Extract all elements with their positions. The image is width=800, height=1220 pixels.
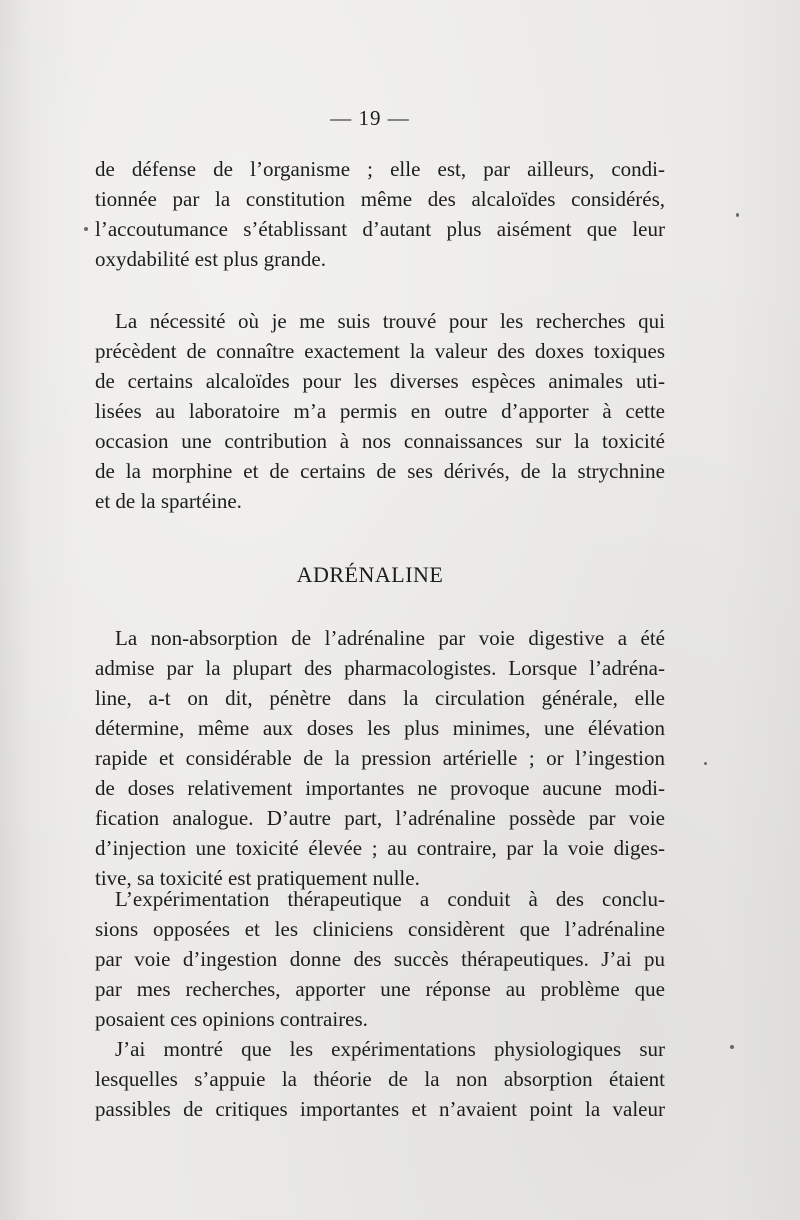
text-line: occasion une contribution à nos connaissances sur la toxicité (95, 429, 665, 453)
scan-speck (736, 213, 739, 217)
scan-speck (84, 227, 88, 231)
text-line: passibles de critiques importantes et n’avaient point la valeur (95, 1097, 665, 1121)
text-line: La non-absorption de l’adrénaline par voie digestive a été (115, 626, 665, 650)
text-line: par voie d’ingestion donne des succès thérapeutiques. J’ai pu (95, 947, 665, 971)
text-line: tive, sa toxicité est pratiquement nulle. (95, 866, 420, 890)
text-line: précèdent de connaître exactement la valeur des doxes toxiques (95, 339, 665, 363)
text-line: line, a-t on dit, pénètre dans la circulation générale, elle (95, 686, 665, 710)
text-line: détermine, même aux doses les plus minimes, une élévation (95, 716, 665, 740)
text-line: de la morphine et de certains de ses dérivés, de la strychnine (95, 459, 665, 483)
scan-speck (704, 762, 707, 765)
text-line: de doses relativement importantes ne provoque aucune modi- (95, 776, 665, 800)
text-line: de certains alcaloïdes pour les diverses espèces animales uti- (95, 369, 665, 393)
text-line: fication analogue. D’autre part, l’adrénaline possède par voie (95, 806, 665, 830)
text-line: lisées au laboratoire m’a permis en outre d’apporter à cette (95, 399, 665, 423)
text-line: J’ai montré que les expérimentations physiologiques sur (115, 1037, 665, 1061)
text-line: admise par la plupart des pharmacologistes. Lorsque l’adréna- (95, 656, 665, 680)
text-line: L’expérimentation thérapeutique a conduit à des conclu- (115, 887, 665, 911)
text-line: l’accoutumance s’établissant d’autant plus aisément que leur (95, 217, 665, 241)
text-line: La nécessité où je me suis trouvé pour les recherches qui (115, 309, 665, 333)
scan-speck (730, 1045, 734, 1049)
section-heading: ADRÉNALINE (296, 562, 444, 587)
text-line: par mes recherches, apporter une réponse au problème que (95, 977, 665, 1001)
text-line: rapide et considérable de la pression artérielle ; or l’ingestion (95, 746, 665, 770)
text-line: posaient ces opinions contraires. (95, 1007, 368, 1031)
text-line: d’injection une toxicité élevée ; au contraire, par la voie diges- (95, 836, 665, 860)
text-line: lesquelles s’appuie la théorie de la non absorption étaient (95, 1067, 665, 1091)
text-line: sions opposées et les cliniciens considèrent que l’adrénaline (95, 917, 665, 941)
page-number: — 19 — (330, 106, 410, 130)
text-line: de défense de l’organisme ; elle est, par ailleurs, condi- (95, 157, 665, 181)
text-line: et de la spartéine. (95, 489, 242, 513)
text-line: tionnée par la constitution même des alcaloïdes considérés, (95, 187, 665, 211)
text-line: oxydabilité est plus grande. (95, 247, 326, 271)
